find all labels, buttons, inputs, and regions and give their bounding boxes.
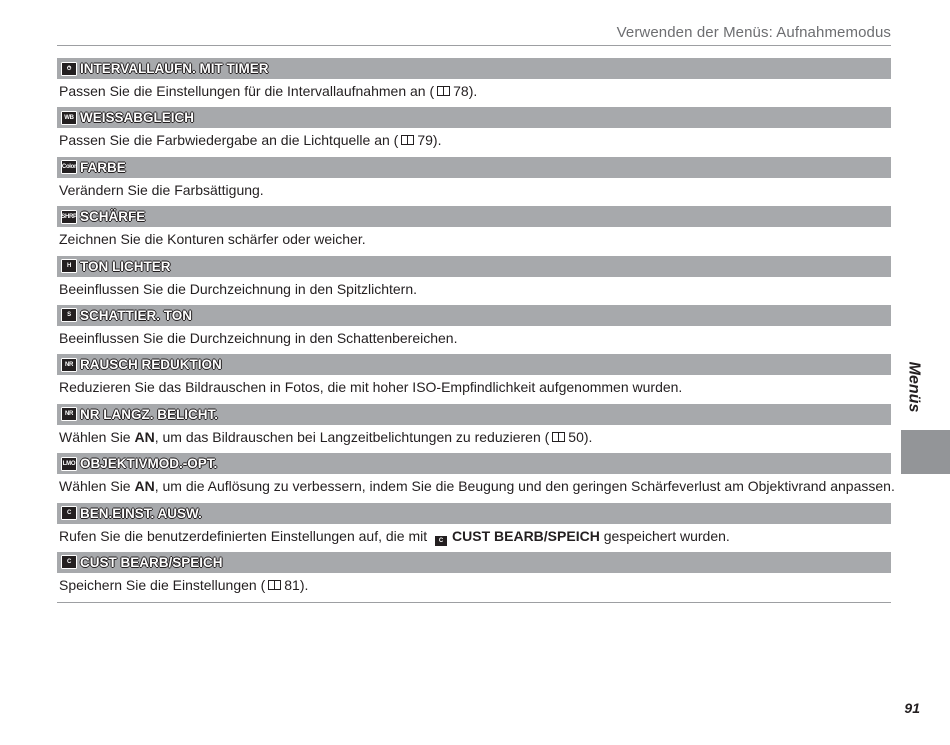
page-ref: 79	[417, 132, 433, 149]
entry-title: BEN.EINST. AUSW.	[80, 505, 202, 521]
page-reference-icon	[437, 86, 450, 96]
entry-title: OBJEKTIVMOD.-OPT.	[80, 456, 218, 472]
long-exposure-nr-icon: NR	[61, 407, 77, 421]
entry-description: Passen Sie die Einstellungen für die Intervallaufnahmen an ( 78).	[59, 83, 478, 99]
page-number: 91	[904, 700, 920, 716]
noise-reduction-icon: NR	[61, 358, 77, 372]
entry-title-bar	[57, 354, 891, 375]
entry-title-bar	[57, 157, 891, 178]
entry-title: FARBE	[80, 159, 126, 175]
entry-title-bar	[57, 552, 891, 573]
entry-title-bar	[57, 503, 891, 524]
menu-entry	[57, 107, 891, 156]
entry-description: Wählen Sie AN, um die Auflösung zu verbessern, indem Sie die Beugung und den geringen Schärfeverlust am Objektivrand anpassen.	[59, 478, 895, 495]
entry-description: Reduzieren Sie das Bildrauschen in Fotos, die mit hoher ISO-Empfindlichkeit aufgenommen wurden.	[59, 379, 683, 396]
shadow-tone-icon: S	[61, 308, 77, 322]
entry-description: Passen Sie die Farbwiedergabe an die Lichtquelle an ( 79).	[59, 132, 442, 149]
entry-description: Speichern Sie die Einstellungen ( 81).	[59, 576, 309, 593]
lens-modulation-icon: LMO	[61, 457, 77, 471]
entry-description: Wählen Sie AN, um das Bildrauschen bei Langzeitbelichtungen zu reduzieren ( 50).	[59, 428, 593, 445]
entry-title-bar	[57, 453, 891, 474]
entry-title: NR LANGZ. BELICHT.	[80, 406, 218, 422]
menu-entry	[57, 256, 891, 305]
page-header-title: Verwenden der Menüs: Aufnahmemodus	[616, 24, 891, 41]
menu-entry	[57, 552, 891, 601]
custom-save-icon: C	[434, 535, 448, 547]
entry-title-bar	[57, 256, 891, 277]
highlight-tone-icon: H	[61, 259, 77, 273]
menu-entry	[57, 206, 891, 255]
entry-title-bar	[57, 107, 891, 128]
page-reference-icon	[552, 432, 565, 442]
menu-entries-list	[57, 58, 895, 601]
page-ref: 78	[453, 83, 469, 99]
menu-entry	[57, 305, 891, 354]
interval-timer-icon: ⏱	[61, 62, 77, 76]
entry-title: CUST BEARB/SPEICH	[80, 554, 223, 570]
entry-title-bar	[57, 58, 891, 79]
color-icon: Color	[61, 160, 77, 174]
entry-description: Zeichnen Sie die Konturen schärfer oder weicher.	[59, 231, 366, 248]
option-value: AN	[134, 478, 155, 495]
entry-title-bar	[57, 404, 891, 425]
entry-description: Beeinflussen Sie die Durchzeichnung in den Schattenbereichen.	[59, 329, 458, 346]
menu-entry	[57, 503, 891, 552]
footer-divider	[57, 602, 891, 603]
menu-entry	[57, 404, 891, 453]
custom-select-icon: C	[61, 506, 77, 520]
entry-title: SCHATTIER. TON	[80, 307, 193, 323]
header-divider	[57, 45, 891, 46]
entry-title: INTERVALLAUFN. MIT TIMER	[80, 61, 269, 76]
entry-title: TON LICHTER	[80, 258, 171, 274]
page-reference-icon	[268, 580, 281, 590]
entry-title: SCHÄRFE	[80, 209, 146, 225]
menu-reference: CUST BEARB/SPEICH	[452, 527, 600, 544]
entry-description: Verändern Sie die Farbsättigung.	[59, 181, 264, 198]
menu-entry	[57, 58, 891, 107]
menu-entry	[57, 354, 891, 403]
section-side-label	[888, 356, 938, 418]
menu-entry	[57, 453, 895, 502]
page-reference-icon	[401, 135, 414, 145]
entry-title-bar	[57, 305, 891, 326]
section-tab	[901, 430, 950, 474]
white-balance-icon: WB	[61, 111, 77, 125]
entry-description: Rufen Sie die benutzerdefinierten Einstellungen auf, die mit C CUST BEARB/SPEICH gespeichert wurden.	[57, 526, 891, 547]
option-value: AN	[134, 428, 155, 445]
page-ref: 50	[568, 428, 584, 445]
entry-title-bar	[57, 206, 891, 227]
menu-entry	[57, 157, 891, 206]
entry-description: Beeinflussen Sie die Durchzeichnung in den Spitzlichtern.	[59, 280, 417, 297]
custom-save-icon: C	[61, 555, 77, 569]
entry-title: WEISSABGLEICH	[80, 110, 195, 126]
entry-title: RAUSCH REDUKTION	[80, 357, 222, 373]
section-side-label-text: Menüs	[905, 361, 923, 413]
sharpness-icon: SHRP	[61, 210, 77, 224]
page-ref: 81	[284, 576, 300, 593]
